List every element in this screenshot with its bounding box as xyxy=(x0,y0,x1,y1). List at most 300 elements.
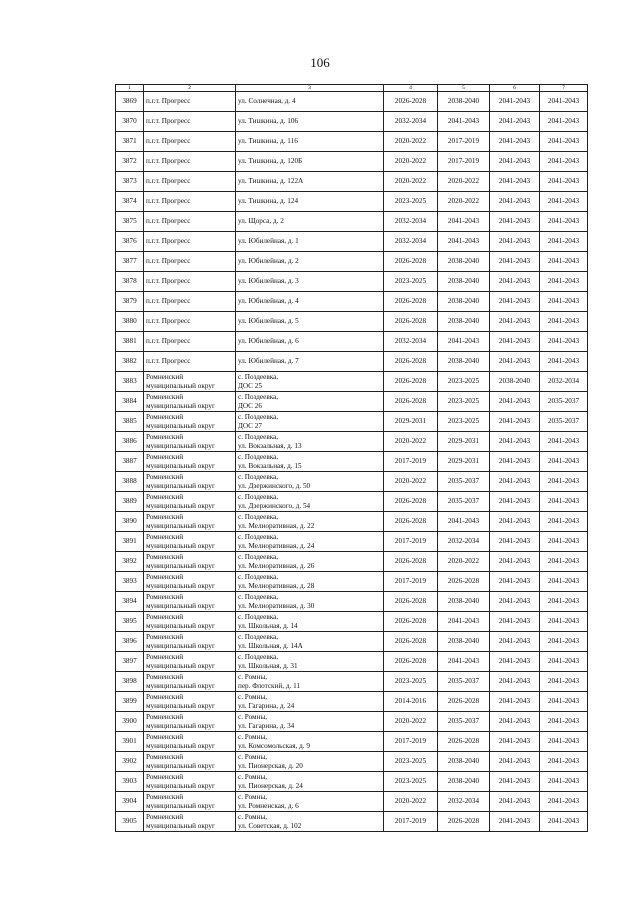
cell-line: ул. Школьная, д. 14 xyxy=(238,621,298,630)
period-cell-5: 2023-2025 xyxy=(438,372,490,392)
cell-line: ул. Советская, д. 102 xyxy=(238,821,302,830)
address-cell xyxy=(236,232,384,252)
period-cell-4: 2020-2022 xyxy=(384,132,438,152)
cell-line: Ромненский xyxy=(146,633,184,641)
table-row xyxy=(116,92,588,112)
table-row xyxy=(116,452,588,472)
row-number-cell: 3885 xyxy=(116,412,144,432)
period-cell-6: 2041-2043 xyxy=(490,772,540,792)
cell-line: муниципальный округ xyxy=(146,681,215,690)
period-cell-4: 2026-2028 xyxy=(384,292,438,312)
row-number-cell: 3886 xyxy=(116,432,144,452)
cell-line: ул. Юбилейная, д. 1 xyxy=(238,237,299,246)
period-cell-4: 2023-2025 xyxy=(384,672,438,692)
table-row xyxy=(116,252,588,272)
period-cell-6: 2041-2043 xyxy=(490,592,540,612)
period-cell-5: 2029-2031 xyxy=(438,432,490,452)
locality-cell xyxy=(144,392,236,412)
cell-line: с. Поздеевка, xyxy=(238,633,279,641)
cell-line: с. Поздеевка, xyxy=(238,573,279,581)
address-cell xyxy=(236,432,384,452)
address-cell xyxy=(236,612,384,632)
cell-line: с. Поздеевка, xyxy=(238,393,279,401)
period-cell-5: 2023-2025 xyxy=(438,392,490,412)
locality-cell xyxy=(144,232,236,252)
period-cell-5: 2020-2022 xyxy=(438,172,490,192)
address-cell xyxy=(236,192,384,212)
cell-line: Ромненский xyxy=(146,793,184,801)
period-cell-6: 2041-2043 xyxy=(490,692,540,712)
cell-line: Ромненский xyxy=(146,673,184,681)
cell-line: п.г.т. Прогресс xyxy=(146,97,191,106)
cell-line: Ромненский xyxy=(146,733,184,741)
period-cell-6: 2041-2043 xyxy=(490,432,540,452)
cell-line: пер. Флотский, д. 11 xyxy=(238,681,300,690)
period-cell-7: 2032-2034 xyxy=(540,372,588,392)
row-number-cell: 3875 xyxy=(116,212,144,232)
row-number-cell: 3888 xyxy=(116,472,144,492)
period-cell-7: 2041-2043 xyxy=(540,592,588,612)
period-cell-4: 2032-2034 xyxy=(384,212,438,232)
address-cell xyxy=(236,792,384,812)
locality-cell xyxy=(144,332,236,352)
period-cell-4: 2020-2022 xyxy=(384,792,438,812)
header-cell: 4 xyxy=(384,85,438,92)
period-cell-7: 2041-2043 xyxy=(540,492,588,512)
cell-line: Ромненский xyxy=(146,473,184,481)
address-cell xyxy=(236,392,384,412)
period-cell-5: 2038-2040 xyxy=(438,252,490,272)
cell-line: ул. Тишкина, д. 124 xyxy=(238,197,299,206)
cell-line: с. Поздеевка, xyxy=(238,473,279,481)
period-cell-4: 2026-2028 xyxy=(384,252,438,272)
period-cell-5: 2026-2028 xyxy=(438,812,490,832)
period-cell-4: 2023-2025 xyxy=(384,272,438,292)
locality-cell xyxy=(144,412,236,432)
period-cell-6: 2041-2043 xyxy=(490,152,540,172)
period-cell-5: 2035-2037 xyxy=(438,712,490,732)
period-cell-7: 2041-2043 xyxy=(540,632,588,652)
table-row xyxy=(116,532,588,552)
row-number-cell: 3880 xyxy=(116,312,144,332)
row-number-cell: 3896 xyxy=(116,632,144,652)
period-cell-4: 2026-2028 xyxy=(384,612,438,632)
table-row xyxy=(116,292,588,312)
cell-line: Ромненский xyxy=(146,373,184,381)
row-number-cell: 3882 xyxy=(116,352,144,372)
period-cell-7: 2041-2043 xyxy=(540,572,588,592)
table-row xyxy=(116,492,588,512)
cell-line: с. Поздеевка, xyxy=(238,453,279,461)
period-cell-4: 2017-2019 xyxy=(384,732,438,752)
period-cell-7: 2041-2043 xyxy=(540,132,588,152)
table-row xyxy=(116,112,588,132)
cell-line: п.г.т. Прогресс xyxy=(146,317,191,326)
row-number-cell: 3903 xyxy=(116,772,144,792)
address-cell xyxy=(236,112,384,132)
header-cell: 7 xyxy=(540,85,588,92)
row-number-cell: 3871 xyxy=(116,132,144,152)
cell-line: ул. Тишкина, д. 122А xyxy=(238,177,304,186)
period-cell-6: 2041-2043 xyxy=(490,252,540,272)
period-cell-6: 2041-2043 xyxy=(490,192,540,212)
period-cell-4: 2017-2019 xyxy=(384,452,438,472)
address-cell xyxy=(236,812,384,832)
cell-line: ул. Тишкина, д. 116 xyxy=(238,137,298,146)
period-cell-7: 2041-2043 xyxy=(540,292,588,312)
locality-cell xyxy=(144,312,236,332)
cell-line: Ромненский xyxy=(146,753,184,761)
cell-line: Ромненский xyxy=(146,573,184,581)
period-cell-6: 2041-2043 xyxy=(490,352,540,372)
cell-line: п.г.т. Прогресс xyxy=(146,197,191,206)
cell-line: ул. Мелиоративная, д. 24 xyxy=(238,541,315,550)
address-cell xyxy=(236,672,384,692)
period-cell-5: 2026-2028 xyxy=(438,732,490,752)
table-row xyxy=(116,152,588,172)
period-cell-4: 2017-2019 xyxy=(384,532,438,552)
address-cell xyxy=(236,472,384,492)
period-cell-7: 2041-2043 xyxy=(540,792,588,812)
cell-line: с. Поздеевка, xyxy=(238,593,279,601)
cell-line: Ромненский xyxy=(146,693,184,701)
period-cell-5: 2038-2040 xyxy=(438,272,490,292)
period-cell-5: 2041-2043 xyxy=(438,232,490,252)
period-cell-6: 2041-2043 xyxy=(490,512,540,532)
cell-line: муниципальный округ xyxy=(146,601,215,610)
period-cell-7: 2041-2043 xyxy=(540,192,588,212)
period-cell-7: 2041-2043 xyxy=(540,512,588,532)
locality-cell xyxy=(144,172,236,192)
row-number-cell: 3877 xyxy=(116,252,144,272)
locality-cell xyxy=(144,812,236,832)
period-cell-5: 2035-2037 xyxy=(438,472,490,492)
period-cell-6: 2041-2043 xyxy=(490,332,540,352)
cell-line: с. Ромны, xyxy=(238,773,268,781)
period-cell-7: 2041-2043 xyxy=(540,532,588,552)
period-cell-7: 2041-2043 xyxy=(540,212,588,232)
period-cell-5: 2017-2019 xyxy=(438,132,490,152)
cell-line: Ромненский xyxy=(146,533,184,541)
period-cell-7: 2041-2043 xyxy=(540,772,588,792)
cell-line: Ромненский xyxy=(146,493,184,501)
cell-line: с. Поздеевка, xyxy=(238,653,279,661)
cell-line: п.г.т. Прогресс xyxy=(146,137,191,146)
period-cell-6: 2041-2043 xyxy=(490,452,540,472)
cell-line: ул. Мелиоративная, д. 30 xyxy=(238,601,315,610)
period-cell-6: 2041-2043 xyxy=(490,412,540,432)
cell-line: п.г.т. Прогресс xyxy=(146,237,191,246)
header-cell: 5 xyxy=(438,85,490,92)
cell-line: с. Ромны, xyxy=(238,753,268,761)
period-cell-7: 2041-2043 xyxy=(540,712,588,732)
address-cell xyxy=(236,552,384,572)
period-cell-5: 2041-2043 xyxy=(438,112,490,132)
address-cell xyxy=(236,592,384,612)
cell-line: Ромненский xyxy=(146,553,184,561)
cell-line: ул. Щорса, д. 2 xyxy=(238,217,284,226)
row-number-cell: 3905 xyxy=(116,812,144,832)
cell-line: с. Поздеевка, xyxy=(238,613,279,621)
address-cell xyxy=(236,212,384,232)
header-cell: 6 xyxy=(490,85,540,92)
period-cell-6: 2041-2043 xyxy=(490,272,540,292)
locality-cell xyxy=(144,132,236,152)
period-cell-5: 2032-2034 xyxy=(438,532,490,552)
locality-cell xyxy=(144,772,236,792)
cell-line: Ромненский xyxy=(146,413,184,421)
period-cell-4: 2032-2034 xyxy=(384,232,438,252)
period-cell-6: 2041-2043 xyxy=(490,652,540,672)
period-cell-5: 2041-2043 xyxy=(438,652,490,672)
row-number-cell: 3900 xyxy=(116,712,144,732)
period-cell-6: 2041-2043 xyxy=(490,532,540,552)
period-cell-4: 2026-2028 xyxy=(384,372,438,392)
period-cell-6: 2041-2043 xyxy=(490,792,540,812)
period-cell-7: 2041-2043 xyxy=(540,672,588,692)
period-cell-6: 2041-2043 xyxy=(490,472,540,492)
cell-line: Ромненский xyxy=(146,593,184,601)
period-cell-5: 2017-2019 xyxy=(438,152,490,172)
period-cell-7: 2041-2043 xyxy=(540,652,588,672)
cell-line: ул. Вокзальная, д. 15 xyxy=(238,461,302,470)
address-cell xyxy=(236,272,384,292)
row-number-cell: 3889 xyxy=(116,492,144,512)
table-row xyxy=(116,232,588,252)
cell-line: п.г.т. Прогресс xyxy=(146,157,191,166)
period-cell-6: 2041-2043 xyxy=(490,112,540,132)
period-cell-4: 2023-2025 xyxy=(384,752,438,772)
cell-line: муниципальный округ xyxy=(146,561,215,570)
cell-line: Ромненский xyxy=(146,453,184,461)
cell-line: ул. Комсомольская, д. 9 xyxy=(238,741,310,750)
address-cell xyxy=(236,332,384,352)
table-row xyxy=(116,132,588,152)
page-number: 106 xyxy=(310,55,330,70)
period-cell-5: 2038-2040 xyxy=(438,592,490,612)
address-cell xyxy=(236,712,384,732)
cell-line: муниципальный округ xyxy=(146,641,215,650)
cell-line: ул. Тишкина, д. 120Б xyxy=(238,157,303,166)
locality-cell xyxy=(144,532,236,552)
locality-cell xyxy=(144,372,236,392)
address-cell xyxy=(236,372,384,392)
locality-cell xyxy=(144,472,236,492)
period-cell-6: 2041-2043 xyxy=(490,312,540,332)
table-row xyxy=(116,692,588,712)
row-number-cell: 3895 xyxy=(116,612,144,632)
locality-cell xyxy=(144,152,236,172)
address-cell xyxy=(236,692,384,712)
locality-cell xyxy=(144,652,236,672)
row-number-cell: 3890 xyxy=(116,512,144,532)
table-row xyxy=(116,312,588,332)
cell-line: с. Ромны, xyxy=(238,693,268,701)
cell-line: п.г.т. Прогресс xyxy=(146,357,191,366)
period-cell-5: 2026-2028 xyxy=(438,692,490,712)
table-row xyxy=(116,732,588,752)
period-cell-4: 2026-2028 xyxy=(384,312,438,332)
locality-cell xyxy=(144,572,236,592)
period-cell-7: 2041-2043 xyxy=(540,432,588,452)
row-number-cell: 3876 xyxy=(116,232,144,252)
period-cell-6: 2041-2043 xyxy=(490,172,540,192)
period-cell-7: 2041-2043 xyxy=(540,452,588,472)
cell-line: муниципальный округ xyxy=(146,741,215,750)
address-cell xyxy=(236,752,384,772)
period-cell-7: 2041-2043 xyxy=(540,732,588,752)
cell-line: ул. Дзержинского, д. 50 xyxy=(238,481,311,490)
cell-line: ул. Юбилейная, д. 7 xyxy=(238,357,299,366)
cell-line: Ромненский xyxy=(146,773,184,781)
cell-line: ДОС 27 xyxy=(238,421,262,430)
cell-line: с. Поздеевка, xyxy=(238,373,279,381)
cell-line: п.г.т. Прогресс xyxy=(146,217,191,226)
cell-line: муниципальный округ xyxy=(146,721,215,730)
table-row xyxy=(116,712,588,732)
cell-line: муниципальный округ xyxy=(146,441,215,450)
cell-line: п.г.т. Прогресс xyxy=(146,277,191,286)
cell-line: с. Ромны, xyxy=(238,813,268,821)
locality-cell xyxy=(144,452,236,472)
table-row xyxy=(116,672,588,692)
period-cell-4: 2026-2028 xyxy=(384,392,438,412)
cell-line: п.г.т. Прогресс xyxy=(146,117,191,126)
cell-line: с. Поздеевка, xyxy=(238,553,279,561)
locality-cell xyxy=(144,552,236,572)
header-cell: 2 xyxy=(144,85,236,92)
period-cell-5: 2038-2040 xyxy=(438,772,490,792)
locality-cell xyxy=(144,92,236,112)
cell-line: ул. Пионерская, д. 24 xyxy=(238,781,303,790)
locality-cell xyxy=(144,752,236,772)
header-row xyxy=(116,85,588,92)
row-number-cell: 3901 xyxy=(116,732,144,752)
period-cell-5: 2035-2037 xyxy=(438,492,490,512)
locality-cell xyxy=(144,732,236,752)
period-cell-5: 2038-2040 xyxy=(438,312,490,332)
period-cell-4: 2020-2022 xyxy=(384,472,438,492)
period-cell-7: 2035-2037 xyxy=(540,392,588,412)
cell-line: ул. Тишкина, д. 106 xyxy=(238,117,299,126)
locality-cell xyxy=(144,792,236,812)
address-cell xyxy=(236,732,384,752)
cell-line: муниципальный округ xyxy=(146,781,215,790)
period-cell-6: 2041-2043 xyxy=(490,632,540,652)
cell-line: п.г.т. Прогресс xyxy=(146,177,191,186)
table-row xyxy=(116,352,588,372)
period-cell-7: 2041-2043 xyxy=(540,472,588,492)
cell-line: с. Поздеевка, xyxy=(238,413,279,421)
period-cell-5: 2041-2043 xyxy=(438,512,490,532)
period-cell-7: 2041-2043 xyxy=(540,312,588,332)
cell-line: муниципальный округ xyxy=(146,761,215,770)
period-cell-6: 2038-2040 xyxy=(490,372,540,392)
period-cell-6: 2041-2043 xyxy=(490,672,540,692)
address-cell xyxy=(236,512,384,532)
header-cell: 3 xyxy=(236,85,384,92)
table-row xyxy=(116,632,588,652)
address-cell xyxy=(236,772,384,792)
cell-line: ДОС 25 xyxy=(238,381,262,390)
table-row xyxy=(116,772,588,792)
cell-line: ул. Юбилейная, д. 5 xyxy=(238,317,299,326)
period-cell-4: 2026-2028 xyxy=(384,592,438,612)
row-number-cell: 3870 xyxy=(116,112,144,132)
cell-line: Ромненский xyxy=(146,433,184,441)
table-row xyxy=(116,572,588,592)
cell-line: муниципальный округ xyxy=(146,701,215,710)
cell-line: ул. Гагарина, д. 24 xyxy=(238,701,295,710)
cell-line: муниципальный округ xyxy=(146,541,215,550)
locality-cell xyxy=(144,692,236,712)
locality-cell xyxy=(144,432,236,452)
address-cell xyxy=(236,292,384,312)
period-cell-5: 2038-2040 xyxy=(438,352,490,372)
period-cell-5: 2041-2043 xyxy=(438,612,490,632)
period-cell-4: 2023-2025 xyxy=(384,772,438,792)
address-cell xyxy=(236,532,384,552)
period-cell-5: 2023-2025 xyxy=(438,412,490,432)
cell-line: с. Ромны, xyxy=(238,673,268,681)
row-number-cell: 3894 xyxy=(116,592,144,612)
cell-line: с. Ромны, xyxy=(238,713,268,721)
period-cell-7: 2041-2043 xyxy=(540,152,588,172)
cell-line: муниципальный округ xyxy=(146,461,215,470)
cell-line: муниципальный округ xyxy=(146,621,215,630)
table-row xyxy=(116,592,588,612)
period-cell-7: 2041-2043 xyxy=(540,112,588,132)
table-row xyxy=(116,552,588,572)
period-cell-4: 2017-2019 xyxy=(384,812,438,832)
address-cell xyxy=(236,132,384,152)
header-cell: 1 xyxy=(116,85,144,92)
period-cell-7: 2041-2043 xyxy=(540,752,588,772)
cell-line: ул. Юбилейная, д. 6 xyxy=(238,337,299,346)
period-cell-6: 2041-2043 xyxy=(490,572,540,592)
period-cell-7: 2041-2043 xyxy=(540,332,588,352)
period-cell-7: 2041-2043 xyxy=(540,232,588,252)
cell-line: ул. Школьная, д. 31 xyxy=(238,661,298,670)
row-number-cell: 3881 xyxy=(116,332,144,352)
cell-line: с. Ромны, xyxy=(238,793,268,801)
period-cell-6: 2041-2043 xyxy=(490,492,540,512)
period-cell-6: 2041-2043 xyxy=(490,392,540,412)
row-number-cell: 3879 xyxy=(116,292,144,312)
period-cell-7: 2035-2037 xyxy=(540,412,588,432)
row-number-cell: 3873 xyxy=(116,172,144,192)
period-cell-5: 2038-2040 xyxy=(438,292,490,312)
cell-line: ул. Мелиоративная, д. 28 xyxy=(238,581,315,590)
row-number-cell: 3869 xyxy=(116,92,144,112)
period-cell-4: 2020-2022 xyxy=(384,432,438,452)
period-cell-4: 2020-2022 xyxy=(384,152,438,172)
cell-line: ул. Юбилейная, д. 3 xyxy=(238,277,299,286)
table-row xyxy=(116,192,588,212)
period-cell-6: 2041-2043 xyxy=(490,732,540,752)
cell-line: с. Поздеевка, xyxy=(238,493,279,501)
period-cell-7: 2041-2043 xyxy=(540,92,588,112)
table-row xyxy=(116,332,588,352)
row-number-cell: 3899 xyxy=(116,692,144,712)
period-cell-4: 2026-2028 xyxy=(384,352,438,372)
period-cell-5: 2038-2040 xyxy=(438,632,490,652)
row-number-cell: 3892 xyxy=(116,552,144,572)
period-cell-6: 2041-2043 xyxy=(490,712,540,732)
row-number-cell: 3898 xyxy=(116,672,144,692)
cell-line: муниципальный округ xyxy=(146,661,215,670)
locality-cell xyxy=(144,252,236,272)
